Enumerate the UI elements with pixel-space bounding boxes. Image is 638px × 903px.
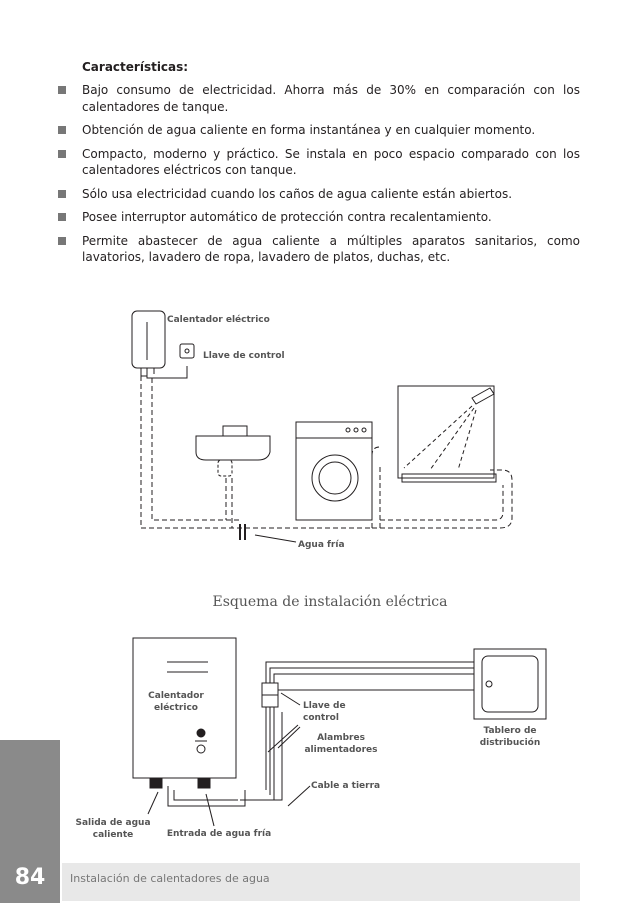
electric-valve-label-line2: control xyxy=(303,713,339,723)
hot-water-out-label-line1: Salida de agua xyxy=(75,818,151,828)
board-label-line2: distribución xyxy=(479,738,541,748)
cold-water-label: Agua fría xyxy=(298,540,345,550)
plumbing-diagram xyxy=(132,311,512,542)
sink-drawing xyxy=(196,436,270,460)
hot-water-out-label-line2: caliente xyxy=(92,830,134,840)
electric-heater-label-line2: eléctrico xyxy=(154,703,198,713)
wires-label-line1: Alambres xyxy=(317,733,365,743)
feature-text: Obtención de agua caliente en forma instantánea y en cualquier momento. xyxy=(82,123,536,137)
electrical-diagram-title: Esquema de instalación eléctrica xyxy=(212,594,448,610)
ground-cable-label: Cable a tierra xyxy=(311,781,381,791)
board-label-line1: Tablero de xyxy=(483,726,537,736)
washing-machine-drawing xyxy=(296,422,372,520)
feature-text: Posee interruptor automático de protección contra recalentamiento. xyxy=(82,210,492,224)
valve-label: Llave de control xyxy=(203,351,285,361)
shower-drawing xyxy=(398,386,494,478)
water-heater-drawing xyxy=(132,311,165,368)
electric-heater-label-line1: Calentador xyxy=(148,691,204,701)
feature-text: Sólo usa electricidad cuando los caños de agua caliente están abiertos. xyxy=(82,186,513,201)
heater-label: Calentador eléctrico xyxy=(167,315,270,325)
footer-section-title: Instalación de calentadores de agua xyxy=(70,872,270,885)
feature-text: Permite abastecer de agua caliente a múltiples aparatos sanitarios, como lavatorios, lavadero de ropa, lavadero de platos, duchas, etc. xyxy=(82,233,580,264)
electric-valve-label-line1: Llave de xyxy=(303,701,346,711)
cold-water-in-label: Entrada de agua fría xyxy=(166,829,272,839)
features-heading: Características: xyxy=(82,60,189,74)
distribution-board-drawing xyxy=(474,649,546,719)
page-number: 84 xyxy=(14,865,46,890)
feature-text: Compacto, moderno y práctico. Se instala en poco espacio comparado con los calentadores eléctricos con tanque. xyxy=(82,146,580,177)
control-valve-drawing xyxy=(180,344,194,358)
wires-label-line2: alimentadores xyxy=(304,745,378,755)
feature-text: Bajo consumo de electricidad. Ahorra más de 30% en comparación con los calentadores de tanque. xyxy=(82,83,580,114)
